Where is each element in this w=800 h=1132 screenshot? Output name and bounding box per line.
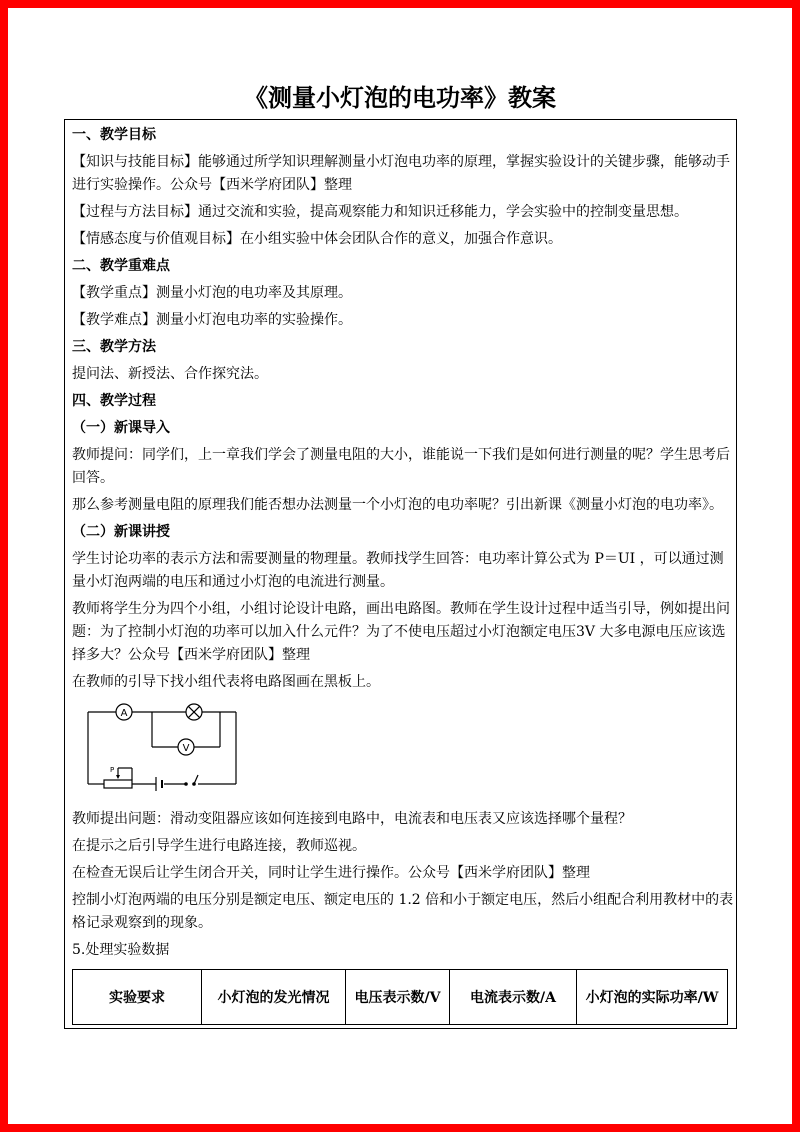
voltmeter-label: V	[182, 743, 190, 754]
paragraph: 教师提问：同学们，上一章我们学会了测量电阻的大小，谁能说一下我们是如何进行测量的呢？学生思考后回答。	[72, 447, 730, 486]
paragraph: 【过程与方法目标】通过交流和实验，提高观察能力和知识迁移能力，学会实验中的控制变量思想。	[72, 204, 688, 220]
paragraph: 在提示之后引导学生进行电路连接，教师巡视。	[72, 838, 366, 854]
document-title: 《测量小灯泡的电功率》教案	[244, 84, 556, 112]
paragraph: 那么参考测量电阻的原理我们能否想办法测量一个小灯泡的电功率呢？引出新课《测量小灯泡的电功率》。	[72, 497, 723, 513]
paragraph: 【教学难点】测量小灯泡电功率的实验操作。	[72, 312, 352, 328]
section-heading-goals: 一、教学目标	[72, 127, 156, 143]
circuit-diagram	[86, 702, 246, 794]
paragraph: 教师提出问题：滑动变阻器应该如何连接到电路中，电流表和电压表又应该选择哪个量程？	[72, 811, 632, 827]
table-header-cell: 小灯泡的实际功率/W	[577, 970, 728, 1025]
table-header-cell: 电压表示数/V	[346, 970, 450, 1025]
paragraph: 在教师的引导下找小组代表将电路图画在黑板上。	[72, 674, 380, 690]
section-heading-methods: 三、教学方法	[72, 339, 156, 355]
table-header-cell: 实验要求	[73, 970, 202, 1025]
table-header-cell: 小灯泡的发光情况	[202, 970, 346, 1025]
subsection-heading-intro: （一）新课导入	[72, 420, 170, 436]
paragraph: 教师将学生分为四个小组，小组讨论设计电路，画出电路图。教师在学生设计过程中适当引导，例如提出问题：为了控制小灯泡的功率可以加入什么元件？为了不使电压超过小灯泡额定电压3V 大多电源电压应该选择多大？公众号【西米学府团队】整理	[72, 601, 730, 663]
paragraph: 控制小灯泡两端的电压分别是额定电压、额定电压的 1.2 倍和小于额定电压，然后小组配合利用教材中的表格记录观察到的现象。	[72, 892, 734, 931]
ammeter-label: A	[120, 708, 128, 719]
paragraph: 在检查无误后让学生闭合开关，同时让学生进行操作。公众号【西米学府团队】整理	[72, 865, 590, 881]
section-heading-key-points: 二、教学重难点	[72, 258, 170, 274]
table-header-row	[73, 970, 728, 1025]
lesson-content	[72, 124, 734, 966]
paragraph: 提问法、新授法、合作探究法。	[72, 366, 268, 382]
rheostat-label: P	[110, 766, 115, 774]
paragraph: 【教学重点】测量小灯泡的电功率及其原理。	[72, 285, 352, 301]
paragraph: 【情感态度与价值观目标】在小组实验中体会团队合作的意义，加强合作意识。	[72, 231, 562, 247]
paragraph: 5.处理实验数据	[72, 942, 170, 958]
section-heading-process: 四、教学过程	[72, 393, 156, 409]
experiment-table	[72, 969, 728, 1025]
paragraph: 学生讨论功率的表示方法和需要测量的物理量。教师找学生回答：电功率计算公式为 P＝UI ，可以通过测量小灯泡两端的电压和通过小灯泡的电流进行测量。	[72, 551, 724, 590]
table-header-cell: 电流表示数/A	[450, 970, 577, 1025]
paragraph: 【知识与技能目标】能够通过所学知识理解测量小灯泡电功率的原理，掌握实验设计的关键步骤，能够动手进行实验操作。公众号【西米学府团队】整理	[72, 154, 730, 193]
subsection-heading-teaching: （二）新课讲授	[72, 524, 170, 540]
